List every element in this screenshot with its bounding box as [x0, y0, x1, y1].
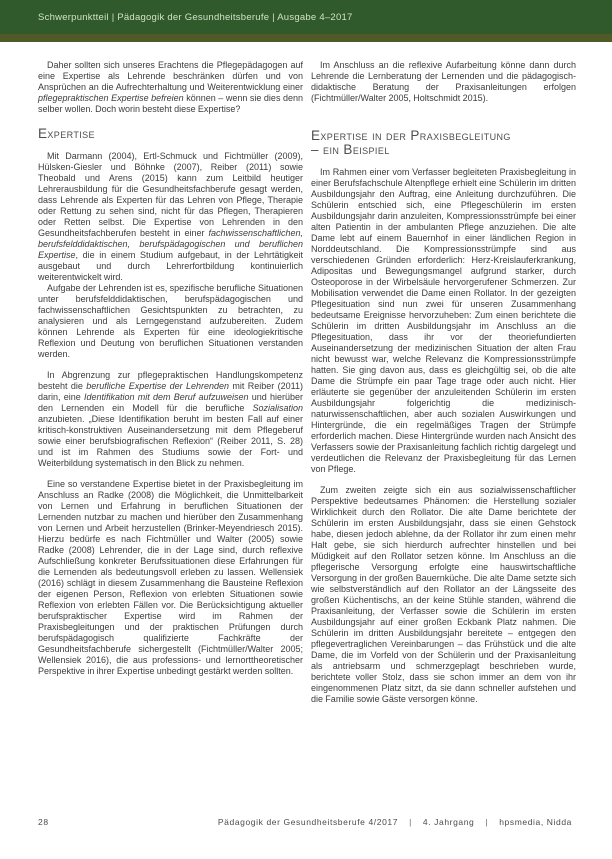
footer-publisher: hpsmedia, Nidda [499, 817, 572, 827]
paragraph-intro: Daher sollten sich unseres Erachtens die Pflegepädagogen auf eine Expertise als Lehrende beschränken dürfen und von Ansprüchen an die Aufrechterhaltung und Weiterentwicklung einer pflegepraktischen Expertise befreien können – wenn sie dies denn selber wollen. Doch worin besteht diese Expertise? [38, 60, 304, 114]
column-right [311, 60, 576, 705]
footer [0, 817, 612, 827]
heading-line-1: Expertise in der Praxisbegleitung [311, 128, 511, 143]
footer-line [218, 817, 572, 827]
paragraph: Zum zweiten zeigte sich ein aus sozialwissenschaftlicher Perspektive bedeutsames Phänomen: die Herstellung sozialer Wirklichkeit durch den Rollator. Die alte Dame berichtete der Schülerin im ersten Ausbildungsjahr, dass sie einen Gehstock habe, diesen jedoch ablehne, da der Rollator ihr zum einen mehr Halt gebe, sie sich hierdurch aufrechter hinstellen und bei Müdigkeit auf den Rollator setzen könne. Im Anschluss an die pflegerische Versorgung erfolgte eine hauswirtschaftliche Versorgung in der großen Bauernküche. Die alte Dame setzte sich wie selbstverständlich auf den Rollator an der Längsseite des großen Küchentischs, an der keine Stühle standen, während die Praxisanleitung, der Verfasser sowie die Schülerin im ersten Ausbildungsjahr auf einer großen Eckbank Platz nahmen. Die Schülerin im dritten Ausbildungsjahr bereitete – entgegen den pflegevertraglichen Vereinbarungen – das Frühstück und die alte Dame, die im Vorfeld von der Schülerin und der Praxisanleitung als antriebsarm und schmerzgeplagt beschrieben wurde, berichtete voller Stolz, dass sie schon immer an dem von ihr eingenommenen Platz sitzt, da sie dann schneller aufstehen und die Familie sowie Gäste versorgen könne. [311, 485, 576, 704]
footer-volume: 4. Jahrgang [422, 817, 475, 827]
paragraph: Mit Darmann (2004), Ertl-Schmuck und Fichtmüller (2009), Hülsken-Giesler und Böhnke (2007), Reiber (2011) sowie Theobald und Arens (2015) kann zum Leitbild heutiger Lehrerausbildung für die Gesundheitsfachberufe gesagt werden, dass Lehrende als Experten für das Lehren von Pflege, Therapie oder Rettung zu sehen sind, nicht für das Pflegen, Therapieren oder Retten selbst. Die Expertise von Lehrenden in den Gesundheitsfachberufen besteht in einer fachwissenschaftlichen, berufsfelddidaktischen, berufspädagogischen und beruflichen Expertise, die in einem Studium aufgebaut, in der Lehrtätigkeit ausgebaut und durch Lehrerfortbildung kontinuierlich weiterentwickelt wird. [38, 151, 303, 282]
content-area [38, 60, 576, 705]
paragraph: Im Rahmen einer vom Verfasser begleiteten Praxisbegleitung in einer Berufsfachschule Altenpflege erhielt eine Schülerin im dritten Ausbildungsjahr den Auftrag, eine Anleitung durchzuführen. Die Schülerin entschied sich, eine Pflegeschülerin im ersten Ausbildungsjahr darin anzuleiten, Kompressionsstrümpfe bei einer alten Patientin in der ambulanten Pflege anzuziehen. Die alte Dame lebt auf einem Bauernhof in einer ländlichen Region in Norddeutschland. Die Kompressionsstrümpfe sind aus verschiedenen Gründen erforderlich: Herz-Kreislauferkrankung, Adipositas und Bewegungsmangel aufgrund starker, durch Osteoporose in der Wirbelsäule hervorgerufener Schmerzen. Zur Mobilisation verwendet die Dame einen Rollator. In der gezeigten Pflegesituation sind nun zwei für unseren Zusammenhang bedeutsame Ereignisse hervorzuheben: Zum einen berichtete die Schülerin im dritten Ausbildungsjahr im Anschluss an die Pflegesituation, dass ihr vor der theoriefundierten Auseinandersetzung der medizinischen Situation der alten Frau nicht bewusst war, welche Relevanz die Kompressionsstrümpfe hatten. Sie ging davon aus, dass es gleichgültig sei, ob die alte Dame die Strümpfe ein paar Tage trage oder auch nicht. Hier erläuterte sie gegenüber der anzuleitenden Schülerin im ersten Ausbildungsjahr folgerichtig die medizinisch-naturwissenschaftlichen, aber auch sozialen Auswirkungen und Hintergründe, die ein regelmäßiges Tragen der Strümpfe erforderlich machen. Diese Hintergründe wurden nach Ansicht des Verfassers sowie der Praxisanleitung fachlich richtig dargelegt und verdeutlichen die Relevanz der Praxisbegleitung für das Lernen von Pflege. [311, 167, 576, 474]
paragraph: Im Anschluss an die reflexive Aufarbeitung könne dann durch Lehrende die Lernberatung der Lernenden und die pädagogisch-didaktische Beratung der Praxisanleitungen erfolgen (Fichtmüller/Walter 2005, Holtschmidt 2015). [311, 60, 576, 103]
footer-separator: | [485, 817, 489, 827]
page-number: 28 [38, 817, 49, 827]
paragraph: In Abgrenzung zur pflegepraktischen Handlungskompetenz besteht die berufliche Expertise der Lehrenden mit Reiber (2011) darin, eine Identifikation mit dem Beruf aufzuweisen und hierüber den Lernenden ein Modell für die berufliche Sozialisation anzubieten. „Diese Identifikation beruht im besten Fall auf einer kritisch-konstruktiven Auseinandersetzung mit dem Pflegeberuf sowie einer berufsbiografischen Reflexion“ (Reiber 2011, S. 28) und ist im Rahmen des Studiums sowie der Fort- und Weiterbildung systematisch in den Blick zu nehmen. [38, 370, 303, 468]
column-left [38, 60, 303, 705]
header-stripe [0, 34, 612, 42]
paragraph: Eine so verstandene Expertise bietet in der Praxisbegleitung im Anschluss an Radke (2008) die Möglichkeit, die Unmittelbarkeit von Lernen und Erfahrung in beruflichen Situationen der Lernenden nutzbar zu machen und hierüber den Zusammenhang von Lernen und Arbeit herzustellen (Brinker-Meyendriesch 2015). Hierzu bedürfe es nach Fichtmüller und Walter (2005) sowie Radke (2008) Lehrender, die in der Lage sind, durch reflexive Aufschließung konkreter Berufssituationen diese Erfahrungen für die Lernenden als bedeutungsvoll erleben zu lassen. Wellensiek (2016) schlägt in diesem Zusammenhang die Bausteine Reflexion der eigenen Person, Reflexion von erlebten Situationen sowie Reflexion von erlebten Fällen vor. Die Berücksichtigung aktueller berufspraktischer Expertise wird im Rahmen der Praxisbegleitungen und der praktischen Prüfungen durch berufspädagogisch qualifizierte Fachkräfte der Gesundheitsfachberufe sichergestellt (Fichtmüller/Walter 2005; Wellensiek 2016), die aus professions- und lernorttheoretischer Perspektive in ihrer Expertise unbedingt gestärkt werden sollten. [38, 479, 303, 676]
footer-journal: Pädagogik der Gesundheitsberufe 4/2017 [217, 817, 399, 827]
section-heading-expertise: Expertise [38, 126, 95, 141]
header-bar [0, 0, 612, 34]
paragraph: Aufgabe der Lehrenden ist es, spezifische berufliche Situationen unter berufsfelddidaktischen, berufspädagogischen und fachwissenschaftlichen Gesichtspunkten zu betrachten, zu analysieren und als Lerngegenstand aufzubereiten. Zudem können Lehrende als Experten für eine ideologiekritische Reflexion und Deutung von beruflichen Situationen verstanden werden. [38, 283, 303, 359]
footer-separator: | [409, 817, 412, 827]
section-heading-praxisbegleitung [311, 129, 576, 157]
header-title: Schwerpunktteil | Pädagogik der Gesundheitsberufe | Ausgabe 4–2017 [38, 11, 353, 23]
heading-line-2: – ein Beispiel [311, 142, 390, 157]
